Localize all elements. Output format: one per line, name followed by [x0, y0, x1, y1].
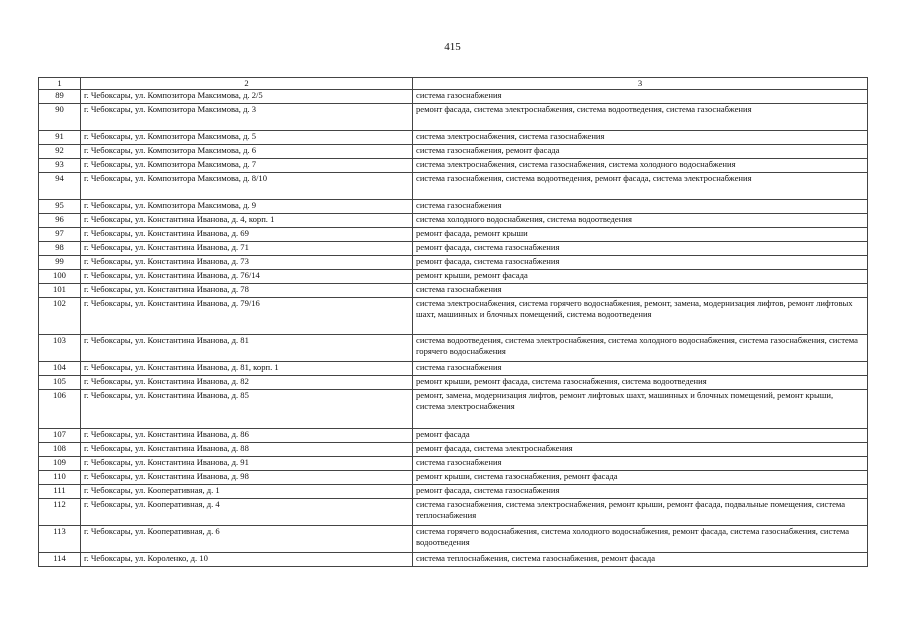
- row-address: г. Чебоксары, ул. Композитора Максимова, д. 8/10: [81, 173, 413, 200]
- row-address: г. Чебоксары, ул. Константина Иванова, д. 85: [81, 390, 413, 429]
- row-number: 103: [39, 335, 81, 362]
- row-address: г. Чебоксары, ул. Композитора Максимова, д. 9: [81, 200, 413, 214]
- row-works: ремонт фасада, система газоснабжения: [413, 242, 868, 256]
- row-address: г. Чебоксары, ул. Константина Иванова, д. 91: [81, 457, 413, 471]
- row-works: ремонт фасада: [413, 429, 868, 443]
- row-address: г. Чебоксары, ул. Композитора Максимова, д. 7: [81, 159, 413, 173]
- column-header-number: 1: [39, 78, 81, 90]
- row-works: ремонт крыши, ремонт фасада: [413, 270, 868, 284]
- row-number: 89: [39, 90, 81, 104]
- table-body: [39, 90, 868, 567]
- row-address: г. Чебоксары, ул. Кооперативная, д. 4: [81, 499, 413, 526]
- table-row: [39, 256, 868, 270]
- table-row: [39, 471, 868, 485]
- table-row: [39, 390, 868, 429]
- row-works: система водоотведения, система электроснабжения, система холодного водоснабжения, система газоснабжения, система горячего водоснабжения: [413, 335, 868, 362]
- table-row: [39, 362, 868, 376]
- row-number: 100: [39, 270, 81, 284]
- row-number: 104: [39, 362, 81, 376]
- table-row: [39, 429, 868, 443]
- page-number: 415: [444, 41, 461, 53]
- table-row: [39, 90, 868, 104]
- table-row: [39, 443, 868, 457]
- row-works: система теплоснабжения, система газоснабжения, ремонт фасада: [413, 553, 868, 567]
- row-works: ремонт фасада, система электроснабжения, система водоотведения, система газоснабжения: [413, 104, 868, 131]
- row-number: 105: [39, 376, 81, 390]
- row-works: система горячего водоснабжения, система холодного водоснабжения, ремонт фасада, система газоснабжения, система водоотведения: [413, 526, 868, 553]
- row-number: 98: [39, 242, 81, 256]
- table-row: [39, 270, 868, 284]
- row-number: 99: [39, 256, 81, 270]
- row-works: ремонт фасада, система электроснабжения: [413, 443, 868, 457]
- table-row: [39, 214, 868, 228]
- row-address: г. Чебоксары, ул. Композитора Максимова, д. 6: [81, 145, 413, 159]
- row-works: система газоснабжения: [413, 284, 868, 298]
- row-works: система электроснабжения, система газоснабжения, система холодного водоснабжения: [413, 159, 868, 173]
- row-works: система газоснабжения, система электроснабжения, ремонт крыши, ремонт фасада, подвальные помещения, система теплоснабжения: [413, 499, 868, 526]
- housing-works-table: [38, 77, 868, 567]
- row-address: г. Чебоксары, ул. Константина Иванова, д. 98: [81, 471, 413, 485]
- table-row: [39, 553, 868, 567]
- table-row: [39, 131, 868, 145]
- table-row: [39, 376, 868, 390]
- row-address: г. Чебоксары, ул. Композитора Максимова, д. 5: [81, 131, 413, 145]
- row-address: г. Чебоксары, ул. Кооперативная, д. 6: [81, 526, 413, 553]
- row-works: система газоснабжения: [413, 362, 868, 376]
- row-number: 108: [39, 443, 81, 457]
- row-number: 109: [39, 457, 81, 471]
- row-address: г. Чебоксары, ул. Короленко, д. 10: [81, 553, 413, 567]
- row-address: г. Чебоксары, ул. Константина Иванова, д. 73: [81, 256, 413, 270]
- row-address: г. Чебоксары, ул. Константина Иванова, д. 76/14: [81, 270, 413, 284]
- table-row: [39, 284, 868, 298]
- row-works: ремонт крыши, ремонт фасада, система газоснабжения, система водоотведения: [413, 376, 868, 390]
- column-header-works: 3: [413, 78, 868, 90]
- row-number: 102: [39, 298, 81, 335]
- table-header-row: [39, 78, 868, 90]
- row-works: ремонт крыши, система газоснабжения, ремонт фасада: [413, 471, 868, 485]
- row-works: ремонт фасада, система газоснабжения: [413, 256, 868, 270]
- row-works: система холодного водоснабжения, система водоотведения: [413, 214, 868, 228]
- table-row: [39, 242, 868, 256]
- row-number: 92: [39, 145, 81, 159]
- row-works: система газоснабжения, система водоотведения, ремонт фасада, система электроснабжения: [413, 173, 868, 200]
- row-address: г. Чебоксары, ул. Константина Иванова, д. 88: [81, 443, 413, 457]
- row-number: 106: [39, 390, 81, 429]
- row-number: 93: [39, 159, 81, 173]
- table-row: [39, 104, 868, 131]
- table-row: [39, 159, 868, 173]
- row-number: 110: [39, 471, 81, 485]
- table-row: [39, 173, 868, 200]
- row-works: система газоснабжения: [413, 457, 868, 471]
- table-row: [39, 457, 868, 471]
- row-works: система газоснабжения, ремонт фасада: [413, 145, 868, 159]
- row-number: 114: [39, 553, 81, 567]
- row-number: 91: [39, 131, 81, 145]
- row-address: г. Чебоксары, ул. Композитора Максимова, д. 3: [81, 104, 413, 131]
- row-works: ремонт, замена, модернизация лифтов, ремонт лифтовых шахт, машинных и блочных помещений, ремонт крыши, система электроснабжения: [413, 390, 868, 429]
- row-address: г. Чебоксары, ул. Константина Иванова, д. 79/16: [81, 298, 413, 335]
- row-number: 97: [39, 228, 81, 242]
- row-number: 96: [39, 214, 81, 228]
- row-works: система электроснабжения, система горячего водоснабжения, ремонт, замена, модернизация лифтов, ремонт лифтовых шахт, машинных и блочных помещений, система водоотведения: [413, 298, 868, 335]
- row-works: ремонт фасада, ремонт крыши: [413, 228, 868, 242]
- table-row: [39, 499, 868, 526]
- row-number: 111: [39, 485, 81, 499]
- row-number: 112: [39, 499, 81, 526]
- table-row: [39, 526, 868, 553]
- row-address: г. Чебоксары, ул. Кооперативная, д. 1: [81, 485, 413, 499]
- row-address: г. Чебоксары, ул. Композитора Максимова, д. 2/5: [81, 90, 413, 104]
- table-row: [39, 228, 868, 242]
- row-address: г. Чебоксары, ул. Константина Иванова, д. 86: [81, 429, 413, 443]
- row-address: г. Чебоксары, ул. Константина Иванова, д. 4, корп. 1: [81, 214, 413, 228]
- column-header-address: 2: [81, 78, 413, 90]
- row-number: 94: [39, 173, 81, 200]
- row-number: 90: [39, 104, 81, 131]
- row-address: г. Чебоксары, ул. Константина Иванова, д. 81, корп. 1: [81, 362, 413, 376]
- table-row: [39, 335, 868, 362]
- row-works: ремонт фасада, система газоснабжения: [413, 485, 868, 499]
- table-row: [39, 485, 868, 499]
- row-number: 101: [39, 284, 81, 298]
- row-address: г. Чебоксары, ул. Константина Иванова, д. 69: [81, 228, 413, 242]
- row-address: г. Чебоксары, ул. Константина Иванова, д. 81: [81, 335, 413, 362]
- row-number: 95: [39, 200, 81, 214]
- row-works: система газоснабжения: [413, 200, 868, 214]
- row-number: 113: [39, 526, 81, 553]
- table-row: [39, 145, 868, 159]
- row-works: система газоснабжения: [413, 90, 868, 104]
- table-row: [39, 298, 868, 335]
- row-address: г. Чебоксары, ул. Константина Иванова, д. 78: [81, 284, 413, 298]
- row-address: г. Чебоксары, ул. Константина Иванова, д. 71: [81, 242, 413, 256]
- row-works: система электроснабжения, система газоснабжения: [413, 131, 868, 145]
- table-row: [39, 200, 868, 214]
- row-number: 107: [39, 429, 81, 443]
- row-address: г. Чебоксары, ул. Константина Иванова, д. 82: [81, 376, 413, 390]
